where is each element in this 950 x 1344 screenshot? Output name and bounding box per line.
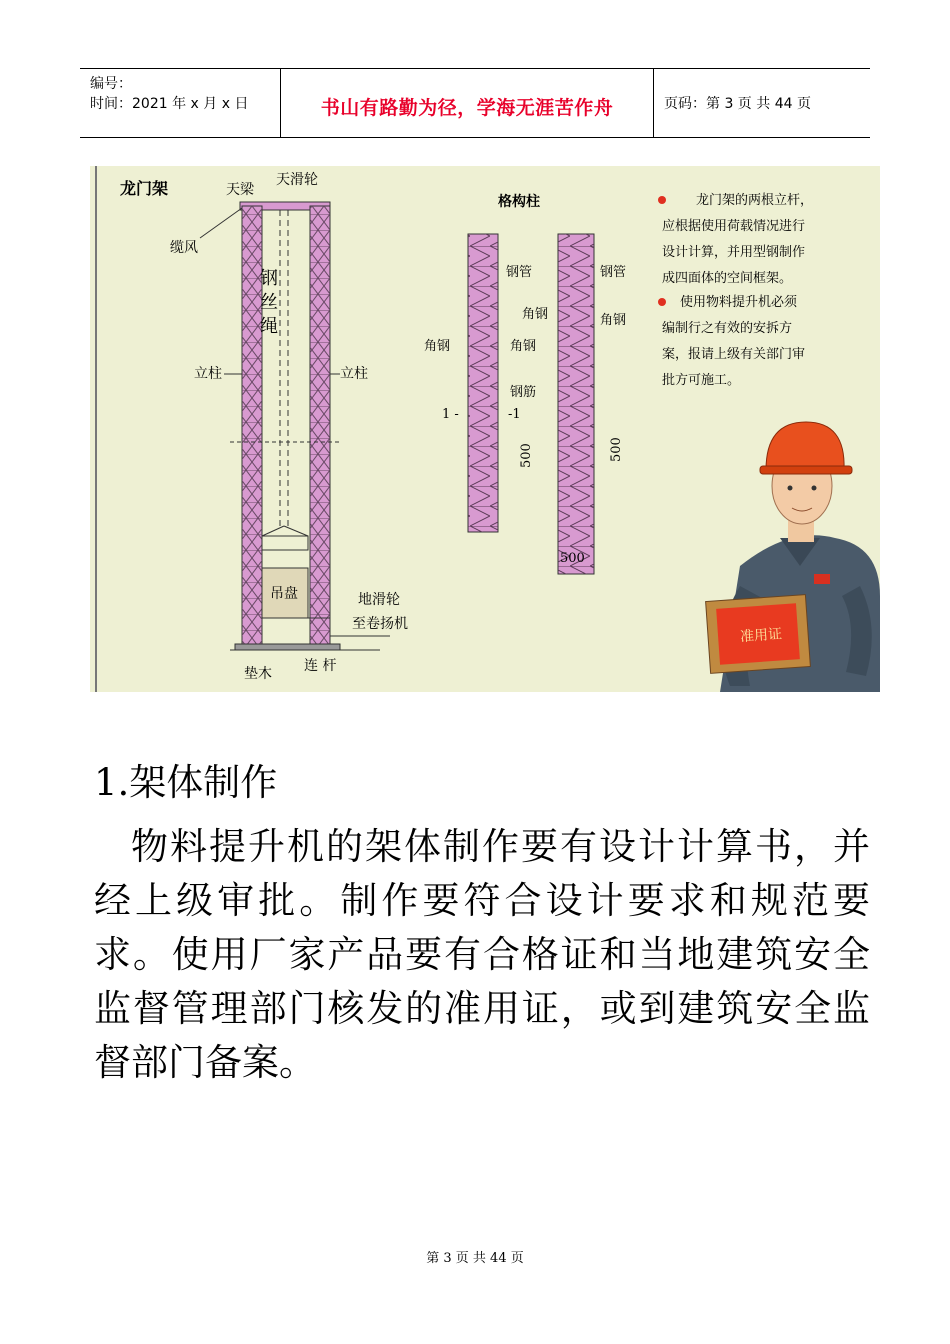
note-1-line-4: 成四面体的空间框架。 [662,271,793,286]
rebar-label: 钢筋 [510,385,537,400]
header-motto-cell [280,69,654,137]
wire-rope-label-2: 丝 [260,292,278,313]
note-2-line-4: 批方可施工。 [662,373,741,388]
note-2-line-3: 案，报请上级有关部门审 [662,347,806,362]
dim-500-a: 500 [519,443,534,468]
wire-rope-label-3: 绳 [260,316,278,337]
date-label: 时间：2021 年 x 月 x 日 [90,96,249,112]
angle-steel-label-a: 角钢 [424,339,451,354]
angle-steel-label-c: 角钢 [522,307,549,322]
note-1-line-2: 应根据使用荷载情况进行 [662,219,806,234]
dim-500-c: 500 [560,551,585,566]
wire-rope-label-1: 钢 [260,268,278,289]
header-page-cell [654,69,880,137]
note-2-line-1: 使用物料提升机必须 [680,295,798,310]
post-left-label: 立柱 [194,366,222,382]
lattice-title: 格构柱 [498,194,540,210]
page-footer: 第 3 页 共 44 页 [426,1251,524,1266]
worker-illustration [706,422,880,692]
note-2-line-2: 编制行之有效的安拆方 [662,321,793,336]
to-winch-label: 至卷扬机 [352,616,408,632]
top-pulley-label: 天滑轮 [276,172,318,188]
section-title: 1.架体制作 [94,761,278,804]
gantry-figure [90,166,880,692]
cage-label: 吊盘 [270,586,298,602]
note-bullet-1 [658,196,666,204]
angle-steel-label-d: 角钢 [600,313,627,328]
notes-block [658,192,813,388]
steel-pipe-label-b: 钢管 [600,265,627,280]
ground-pulley-label: 地滑轮 [358,592,400,608]
lattice-drawing [424,193,626,574]
header-meta [80,69,280,137]
post-right-label: 立柱 [340,366,368,382]
document-header [80,68,870,138]
tie-rod-label: 连 杆 [304,658,337,674]
section-paragraph: 物料提升机的架体制作要有设计计算书，并经上级审批。制作要符合设计要求和规范要求。使用厂家产品要有合格证和当地建筑安全监督管理部门核发的准用证，或到建筑安全监督部门备案。 [94,825,870,1084]
note-1-line-3: 设计计算，并用型钢制作 [662,245,806,260]
crossbeam-label: 天梁 [226,182,254,198]
angle-steel-label-b: 角钢 [510,339,537,354]
sleeper-label: 垫木 [244,666,272,682]
guy-rope-label: 缆风 [170,240,198,256]
page-label: 页码：第 3 页 共 44 页 [664,96,811,112]
section-right-label: -1 [508,407,521,422]
note-1-line-1: 龙门架的两根立杆， [696,193,814,208]
gantry-title: 龙门架 [120,179,169,198]
motto: 书山有路勤为径，学海无涯苦作舟 [320,96,614,119]
note-bullet-2 [658,298,666,306]
steel-pipe-label-a: 钢管 [506,265,533,280]
dim-500-b: 500 [609,437,624,462]
gantry-drawing [120,172,408,682]
section-left-label: 1 - [442,407,459,422]
number-label: 编号： [90,76,132,92]
permit-text: 准用证 [739,626,783,646]
